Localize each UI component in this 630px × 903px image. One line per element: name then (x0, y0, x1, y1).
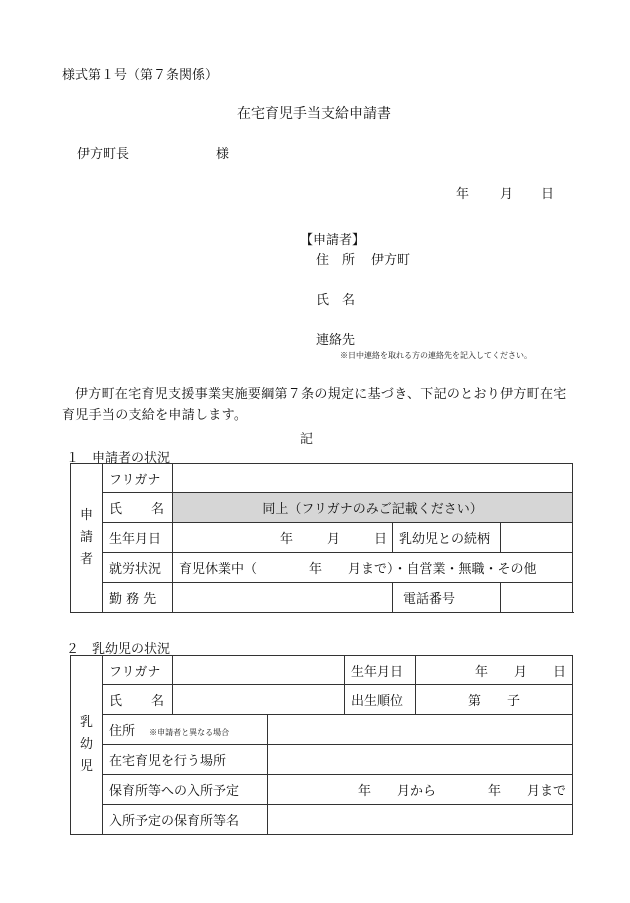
applicant-furigana-label: フリガナ (103, 464, 173, 493)
page-title: 在宅育児手当支給申請書 (237, 106, 391, 122)
work-status-label: 就労状況 (103, 553, 173, 583)
applicant-dob-label: 生年月日 (103, 523, 173, 553)
section1-title: １ 申請者の状況 (66, 451, 171, 466)
applicant-table (70, 463, 573, 613)
workplace-field[interactable] (173, 583, 393, 613)
address-label: 住 所 (316, 253, 356, 268)
contact-label: 連絡先 (316, 333, 356, 348)
address-value: 伊方町 (371, 253, 411, 268)
infant-address-field[interactable] (268, 715, 573, 745)
infant-dob-field[interactable]: 年 月 日 (416, 656, 573, 685)
infant-dob-label: 生年月日 (345, 656, 416, 685)
section2-title: ２ 乳幼児の状況 (66, 642, 171, 657)
application-statement: 伊方町在宅育児支援事業実施要綱第７条の規定に基づき、下記のとおり伊方町在宅育児手当の支給を申請します。 (62, 387, 567, 423)
date-day-label: 日 (541, 187, 555, 202)
birth-order-label: 出生順位 (345, 685, 416, 715)
nursery-name-label: 入所予定の保育所等名 (103, 805, 268, 835)
relation-field[interactable] (501, 523, 573, 553)
infant-name-label: 氏 名 (103, 685, 173, 715)
care-place-field[interactable] (268, 745, 573, 775)
phone-field[interactable] (501, 583, 573, 613)
care-place-label: 在宅育児を行う場所 (103, 745, 268, 775)
applicant-name-label: 氏 名 (103, 493, 173, 523)
name-label: 氏 名 (316, 293, 356, 308)
work-status-field[interactable]: 育児休業中（ 年 月まで）・自営業・無職・その他 (173, 553, 573, 583)
birth-order-field[interactable]: 第 子 (416, 685, 573, 715)
relation-label: 乳幼児との続柄 (393, 523, 501, 553)
contact-note: ※日中連絡を取れる方の連絡先を記入してください。 (340, 351, 532, 360)
admission-plan-field[interactable]: 年 月から 年 月まで (268, 775, 573, 805)
infant-side-label: 乳 幼 児 (71, 656, 103, 835)
infant-furigana-label: フリガナ (103, 656, 173, 685)
applicant-heading: 【申請者】 (300, 233, 366, 248)
infant-furigana-field[interactable] (173, 656, 345, 685)
admission-plan-label: 保育所等への入所予定 (103, 775, 268, 805)
infant-table (70, 655, 573, 835)
applicant-dob-field[interactable]: 年 月 日 (173, 523, 393, 553)
ki-marker: 記 (300, 432, 314, 447)
applicant-name-field[interactable]: 同上（フリガナのみご記載ください） (173, 493, 573, 523)
infant-address-label: 住所 ※申請者と異なる場合 (103, 715, 268, 745)
addressee: 伊方町長 (77, 147, 130, 162)
phone-label: 電話番号 (393, 583, 501, 613)
applicant-side-label: 申 請 者 (71, 464, 103, 613)
honorific: 様 (216, 147, 230, 162)
date-year-label: 年 (456, 187, 470, 202)
date-month-label: 月 (500, 187, 514, 202)
infant-name-field[interactable] (173, 685, 345, 715)
workplace-label: 勤 務 先 (103, 583, 173, 613)
form-number: 様式第１号（第７条関係） (62, 68, 219, 83)
applicant-furigana-field[interactable] (173, 464, 573, 493)
nursery-name-field[interactable] (268, 805, 573, 835)
